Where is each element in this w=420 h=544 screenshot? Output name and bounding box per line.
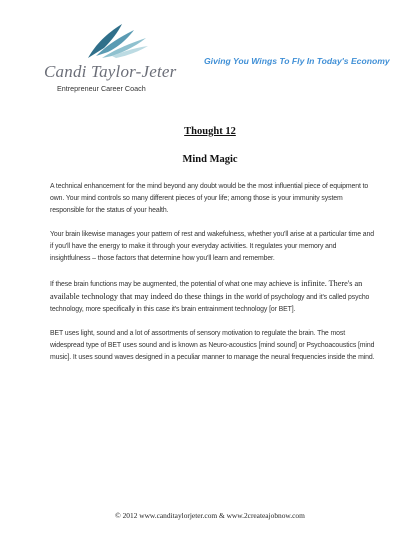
- paragraph-1: A technical enhancement for the mind beyond any doubt would be the most influential piece of equipment to own. Your mind controls so many different pieces of your life; among those is your immunity system responsible for the status of your health.: [50, 183, 369, 215]
- bird-wing-icon: [82, 18, 152, 64]
- footer-copyright: © 2012 www.canditaylorjeter.com & www.2createajobnow.com: [115, 511, 305, 520]
- paragraph-3-part-2: is infinite. There's an available technology that may indeed do these things in the: [50, 278, 363, 301]
- tagline: Giving You Wings To Fly In Today's Economy: [204, 56, 390, 66]
- page-heading: Thought 12: [184, 126, 236, 137]
- brand-subtitle: Entrepreneur Career Coach: [57, 84, 146, 93]
- page-subheading: Mind Magic: [182, 154, 238, 165]
- paragraph-3-part-1: If these brain functions may be augmented, the potential of what one may achieve: [50, 280, 292, 288]
- paragraph-4: BET uses light, sound and a lot of assortments of sensory motivation to regulate the brain. The most widespread type of BET uses sound and is known as Neuro-acoustics [mind sound] or Psychoacoustics [mind music]. It uses sound waves designed in a peculiar manner to manage the neural frequencies inside the mind.: [50, 329, 375, 362]
- brand-name: Candi Taylor-Jeter: [44, 62, 177, 81]
- paragraph-3-part-3: world of psychology and it's called psycho technology, more specifically in this case it's brain entrainment technology [or BET].: [50, 293, 370, 313]
- paragraph-3: [50, 278, 376, 316]
- paragraph-2: Your brain likewise manages your pattern of rest and wakefulness, whether you'll arise at a particular time and if you'll have the energy to make it through your everyday activities. It regulates your memory and insightfulness – those factors that determine how you'll learn and remember.: [50, 231, 374, 263]
- brand-logo: [44, 18, 194, 103]
- article-body: [50, 181, 376, 376]
